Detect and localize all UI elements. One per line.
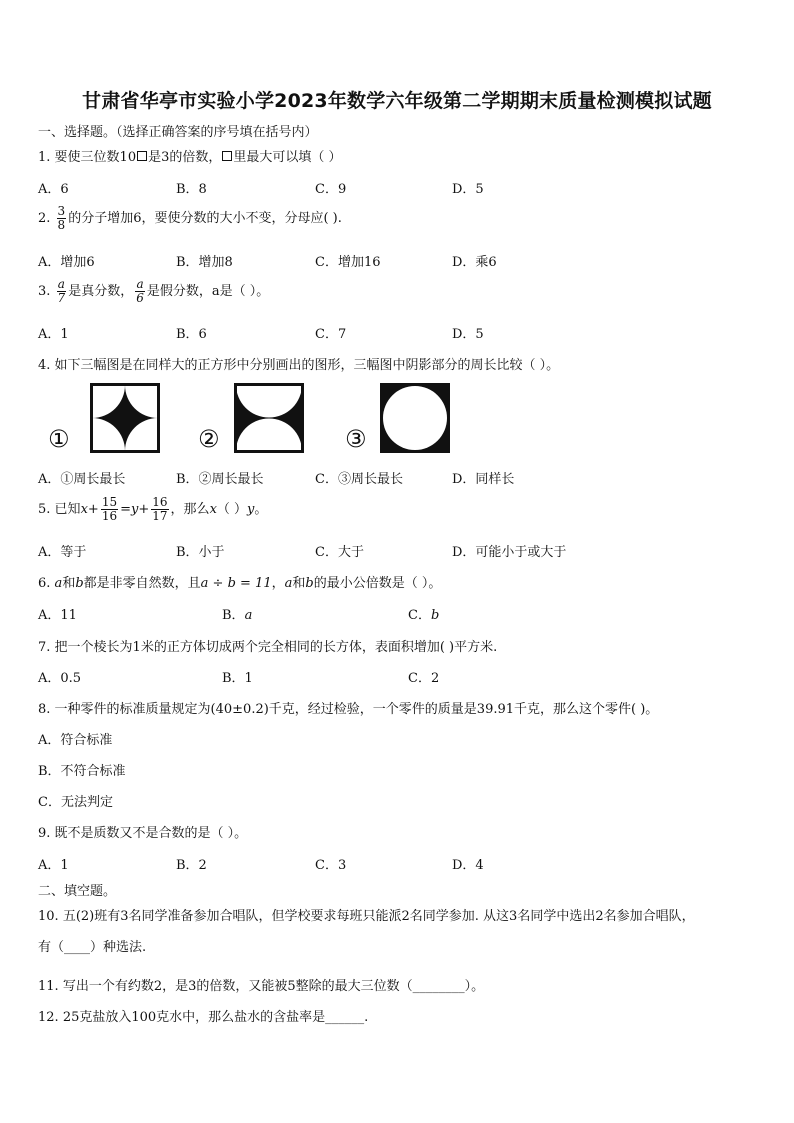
question-7 (38, 636, 497, 655)
question-number: 3. (38, 284, 51, 299)
fraction: $\frac{3}{8}$ (57, 204, 66, 232)
question-2 (38, 205, 342, 232)
option-b: B．不符合标准 (38, 764, 126, 779)
question-11 (38, 975, 484, 994)
question-text: 既不是质数又不是合数的是（ ）。 (54, 826, 248, 841)
option-b: B．8 (176, 182, 207, 197)
question-text: 把一个棱长为1米的正方体切成两个完全相同的长方体，表面积增加( )平方米. (54, 640, 498, 655)
box-symbol-icon (137, 151, 147, 161)
question-number: 10. (38, 909, 59, 924)
question-number: 2. (38, 211, 51, 226)
question-text: 要使三位数10 (54, 150, 137, 165)
question-number: 11. (38, 979, 59, 994)
question-6: 6. a和b都是非零自然数，且a ÷ b = 11，a和b的最小公倍数是（ ）。 (38, 576, 442, 591)
option-d: D．4 (452, 858, 484, 873)
question-number: 7. (38, 640, 51, 655)
option-b: B．小于 (176, 545, 225, 560)
figure-label-2: ② (198, 425, 220, 453)
question-text: 五(2)班有3名同学准备参加合唱队，但学校要求每班只能派2名同学参加. 从这3名同学中选出2名参加合唱队， (62, 909, 695, 924)
question-10-line-2: 有（____）种选法. (38, 940, 147, 955)
question-8 (38, 698, 658, 717)
figure-1-astroid-star (90, 383, 160, 453)
option-a: A．0.5 (38, 671, 82, 686)
option-a: A．1 (38, 327, 69, 342)
fraction: $\frac{a}{6}$ (136, 277, 144, 305)
question-number: 6. (38, 576, 51, 591)
option-c: C．③周长最长 (315, 472, 403, 487)
option-b: B．②周长最长 (176, 472, 264, 487)
option-a: A．等于 (38, 545, 87, 560)
question-9 (38, 822, 247, 841)
question-text: 25克盐放入100克水中，那么盐水的含盐率是______. (62, 1010, 369, 1025)
question-text: 是3的倍数， (148, 150, 222, 165)
option-b: B．1 (222, 671, 253, 686)
option-d: D．5 (452, 327, 484, 342)
fraction: $\frac{16}{17}$ (152, 495, 168, 523)
option-a: A．11 (38, 608, 77, 623)
option-d: D．同样长 (452, 472, 515, 487)
question-text: 里最大可以填（ ） (233, 150, 342, 165)
question-number: 12. (38, 1010, 59, 1025)
question-4 (38, 354, 559, 373)
figure-2-semicircle-cutouts (234, 383, 304, 453)
option-a: A．符合标准 (38, 733, 113, 748)
figure-label-1: ① (48, 425, 70, 453)
section-heading-fill: 二、填空题。 (38, 884, 117, 899)
option-a: A．增加6 (38, 255, 95, 270)
option-c: C．2 (408, 671, 440, 686)
question-number: 8. (38, 702, 51, 717)
option-c: C．3 (315, 858, 347, 873)
option-c: C．大于 (315, 545, 364, 560)
question-text: 一种零件的标准质量规定为(40±0.2)千克，经过检验，一个零件的质量是39.91千克，那么这个零件( )。 (54, 702, 659, 717)
option-d: D．5 (452, 182, 484, 197)
fraction: $\frac{a}{7}$ (57, 277, 66, 305)
option-c: C．b (408, 608, 440, 623)
option-c: C．增加16 (315, 255, 381, 270)
option-a: A．①周长最长 (38, 472, 126, 487)
question-text: 如下三幅图是在同样大的正方形中分别画出的图形，三幅图中阴影部分的周长比较（ ）。 (54, 358, 560, 373)
figure-label-3: ③ (345, 425, 367, 453)
option-d: D．乘6 (452, 255, 497, 270)
question-text: 写出一个有约数2，是3的倍数，又能被5整除的最大三位数（________）。 (62, 979, 485, 994)
question-1 (38, 146, 342, 165)
question-number: 5. (38, 502, 51, 517)
option-b: B．6 (176, 327, 207, 342)
box-symbol-icon (222, 151, 232, 161)
option-d: D．可能小于或大于 (452, 545, 567, 560)
figure-3-inscribed-circle (380, 383, 450, 453)
option-b: B．2 (176, 858, 207, 873)
question-12 (38, 1006, 368, 1025)
fraction: $\frac{15}{16}$ (101, 495, 118, 523)
option-a: A．6 (38, 182, 69, 197)
section-heading-choice: 一、选择题。（选择正确答案的序号填在括号内） (38, 125, 318, 140)
option-b: B．a (222, 608, 253, 623)
option-a: A．1 (38, 858, 69, 873)
question-text: 的分子增加6，要使分数的大小不变，分母应( ). (68, 211, 342, 226)
question-number: 9. (38, 826, 51, 841)
question-number: 4. (38, 358, 51, 373)
question-number: 1. (38, 150, 51, 165)
option-c: C．9 (315, 182, 347, 197)
question-3: 3. $\frac{a}{7}$ 是真分数， $\frac{a}{6}$ 是假分数，a是（ ）。 (38, 277, 270, 305)
question-10 (38, 905, 695, 924)
page-title: 甘肃省华亭市实验小学2023年数学六年级第二学期期末质量检测模拟试题 (82, 90, 712, 112)
option-c: C．无法判定 (38, 795, 113, 810)
question-5: 5. 已知x+ $\frac{15}{16}$ =y+ $\frac{16}{17}$ ，那么x（ ）y。 (38, 495, 268, 523)
option-c: C．7 (315, 327, 347, 342)
option-b: B．增加8 (176, 255, 233, 270)
expression: a ÷ b = 11 (200, 576, 272, 591)
